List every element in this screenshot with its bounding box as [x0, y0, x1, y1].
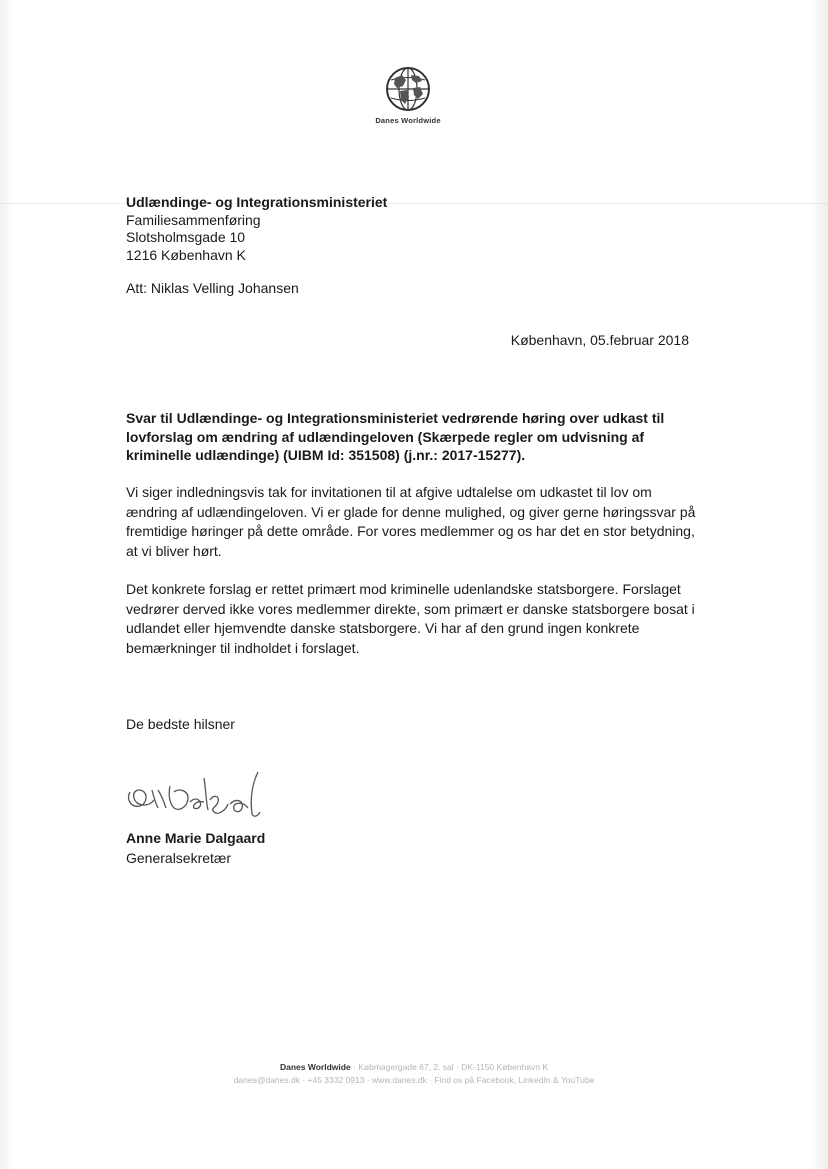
body-paragraph-2: Det konkrete forslag er rettet primært mod kriminelle udenlandske statsborgere. Forslaget vedrører derved ikke vores medlemmer direkte, som primært er danske statsborgere bosat i udlandet eller hjemvendte danske statsborgere. Vi har af den grund ingen konkrete bemærkninger til indholdet i forslaget. — [126, 581, 695, 656]
letter-subject: Svar til Udlændinge- og Integrationsministeriet vedrørende høring over udkast til lovforslag om ændring af udlændingeloven (Skærpede regler om udvisning af kriminelle udlændinge) (UIBM Id: 351508) (j.nr.: 2017-15277). — [126, 410, 665, 463]
footer-brand: Danes Worldwide — [279, 1062, 351, 1072]
letter-footer — [0, 1061, 828, 1087]
globe-logo-icon — [385, 66, 431, 112]
body-paragraph-1: Vi siger indledningsvis tak for invitationen til at afgive udtalelse om udkastet til lov om ændring af udlændingeloven. Vi er glade for denne mulighed, og giver gerne høringssvar på fremtidige høringer på dette område. For vores medlemmer og os har det en stor betydning, at vi bliver hørt. — [126, 484, 696, 559]
letterhead-logo — [360, 66, 456, 125]
fold-line — [0, 203, 828, 204]
handwritten-signature — [118, 768, 298, 824]
footer-contact: danes@danes.dk · +45 3332 0913 · www.danes.dk · Find os på Facebook, LinkedIn & YouTube — [233, 1075, 595, 1085]
recipient-organization: Udlændinge- og Integrationsministeriet — [126, 194, 388, 210]
signer-title: Generalsekretær — [126, 850, 232, 866]
footer-address: · Købmagergade 67, 2. sal · DK-1150 København K — [350, 1062, 549, 1072]
logo-wordmark: Danes Worldwide — [375, 116, 441, 125]
closing-greeting: De bedste hilsner — [126, 716, 235, 732]
recipient-street: Slotsholmsgade 10 — [126, 229, 246, 245]
scan-edge-left — [0, 0, 14, 1169]
recipient-city: 1216 København K — [126, 246, 246, 263]
recipient-department: Familiesammenføring — [126, 211, 261, 228]
recipient-address — [126, 194, 387, 264]
attention-line: Att: Niklas Velling Johansen — [126, 280, 299, 296]
letter-date: København, 05.februar 2018 — [510, 332, 689, 348]
signer-name: Anne Marie Dalgaard — [126, 830, 266, 846]
scan-edge-right — [810, 0, 828, 1169]
footer-line-1 — [0, 1061, 828, 1074]
